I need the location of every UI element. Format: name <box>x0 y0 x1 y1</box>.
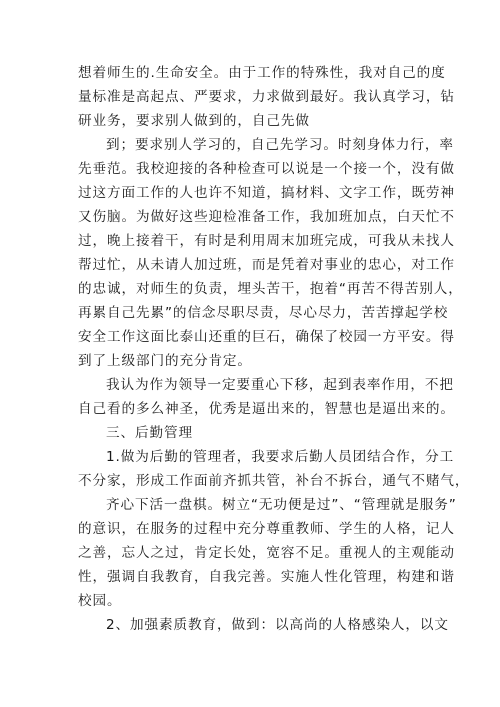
text-line: 量标准是高起点、严要求，力求做到最好。我认真学习，钻 <box>78 89 455 105</box>
text-line: 自己看的多么神圣，优秀是逼出来的，智慧也是逼出来的。 <box>78 401 455 417</box>
text-line: 之善，忘人之过，肯定长处，宽容不足。重视人的主观能动 <box>78 545 455 561</box>
text-line: 齐心下活一盘棋。树立“无功便是过”、“管理就是服务” <box>106 497 457 513</box>
text-line: 的意识，在服务的过程中充分尊重教师、学生的人格，记人 <box>78 521 455 537</box>
text-line: 校园。 <box>78 593 122 609</box>
text-line: 1.做为后勤的管理者，我要求后勤人员团结合作，分工 <box>106 449 455 465</box>
text-line: 不分家，形成工作面前齐抓共管，补台不拆台，通气不赌气， <box>78 473 470 489</box>
text-line: 2、加强素质教育，做到：以高尚的人格感染人，以文 <box>106 617 449 633</box>
text-line: 性，强调自我教育，自我完善。实施人性化管理，构建和谐 <box>78 569 455 585</box>
text-line: 我认为作为领导一定要重心下移，起到表率作用，不把 <box>106 377 454 393</box>
section-heading: 三、后勤管理 <box>106 425 193 441</box>
text-line: 研业务，要求别人做到的，自己先做 <box>78 113 310 129</box>
text-line: 再累自己先累”的信念尽职尽责，尽心尽力，苦苦撑起学校 <box>78 305 449 321</box>
text-line: 先垂范。我校迎接的各种检查可以说是一个接一个，没有做 <box>78 161 455 177</box>
text-line: 的忠诚，对师生的负责，埋头苦干，抱着“再苦不得苦别人， <box>78 281 463 297</box>
text-line: 帮过忙，从未请人加过班，而是凭着对事业的忠心，对工作 <box>78 257 455 273</box>
text-line: 到了上级部门的充分肯定。 <box>78 353 252 369</box>
text-line: 过这方面工作的人也许不知道，搞材料、文字工作，既劳神 <box>78 185 455 201</box>
text-line: 想着师生的.生命安全。由于工作的特殊性，我对自己的度 <box>78 65 446 81</box>
text-line: 又伤脑。为做好这些迎检准备工作，我加班加点，白天忙不 <box>78 209 455 225</box>
text-line: 安全工作这面比泰山还重的巨石，确保了校园一方平安。得 <box>78 329 455 345</box>
text-line: 到；要求别人学习的，自己先学习。时刻身体力行，率 <box>106 137 454 153</box>
text-line: 过，晚上接着干，有时是利用周末加班完成，可我从未找人 <box>78 233 455 249</box>
